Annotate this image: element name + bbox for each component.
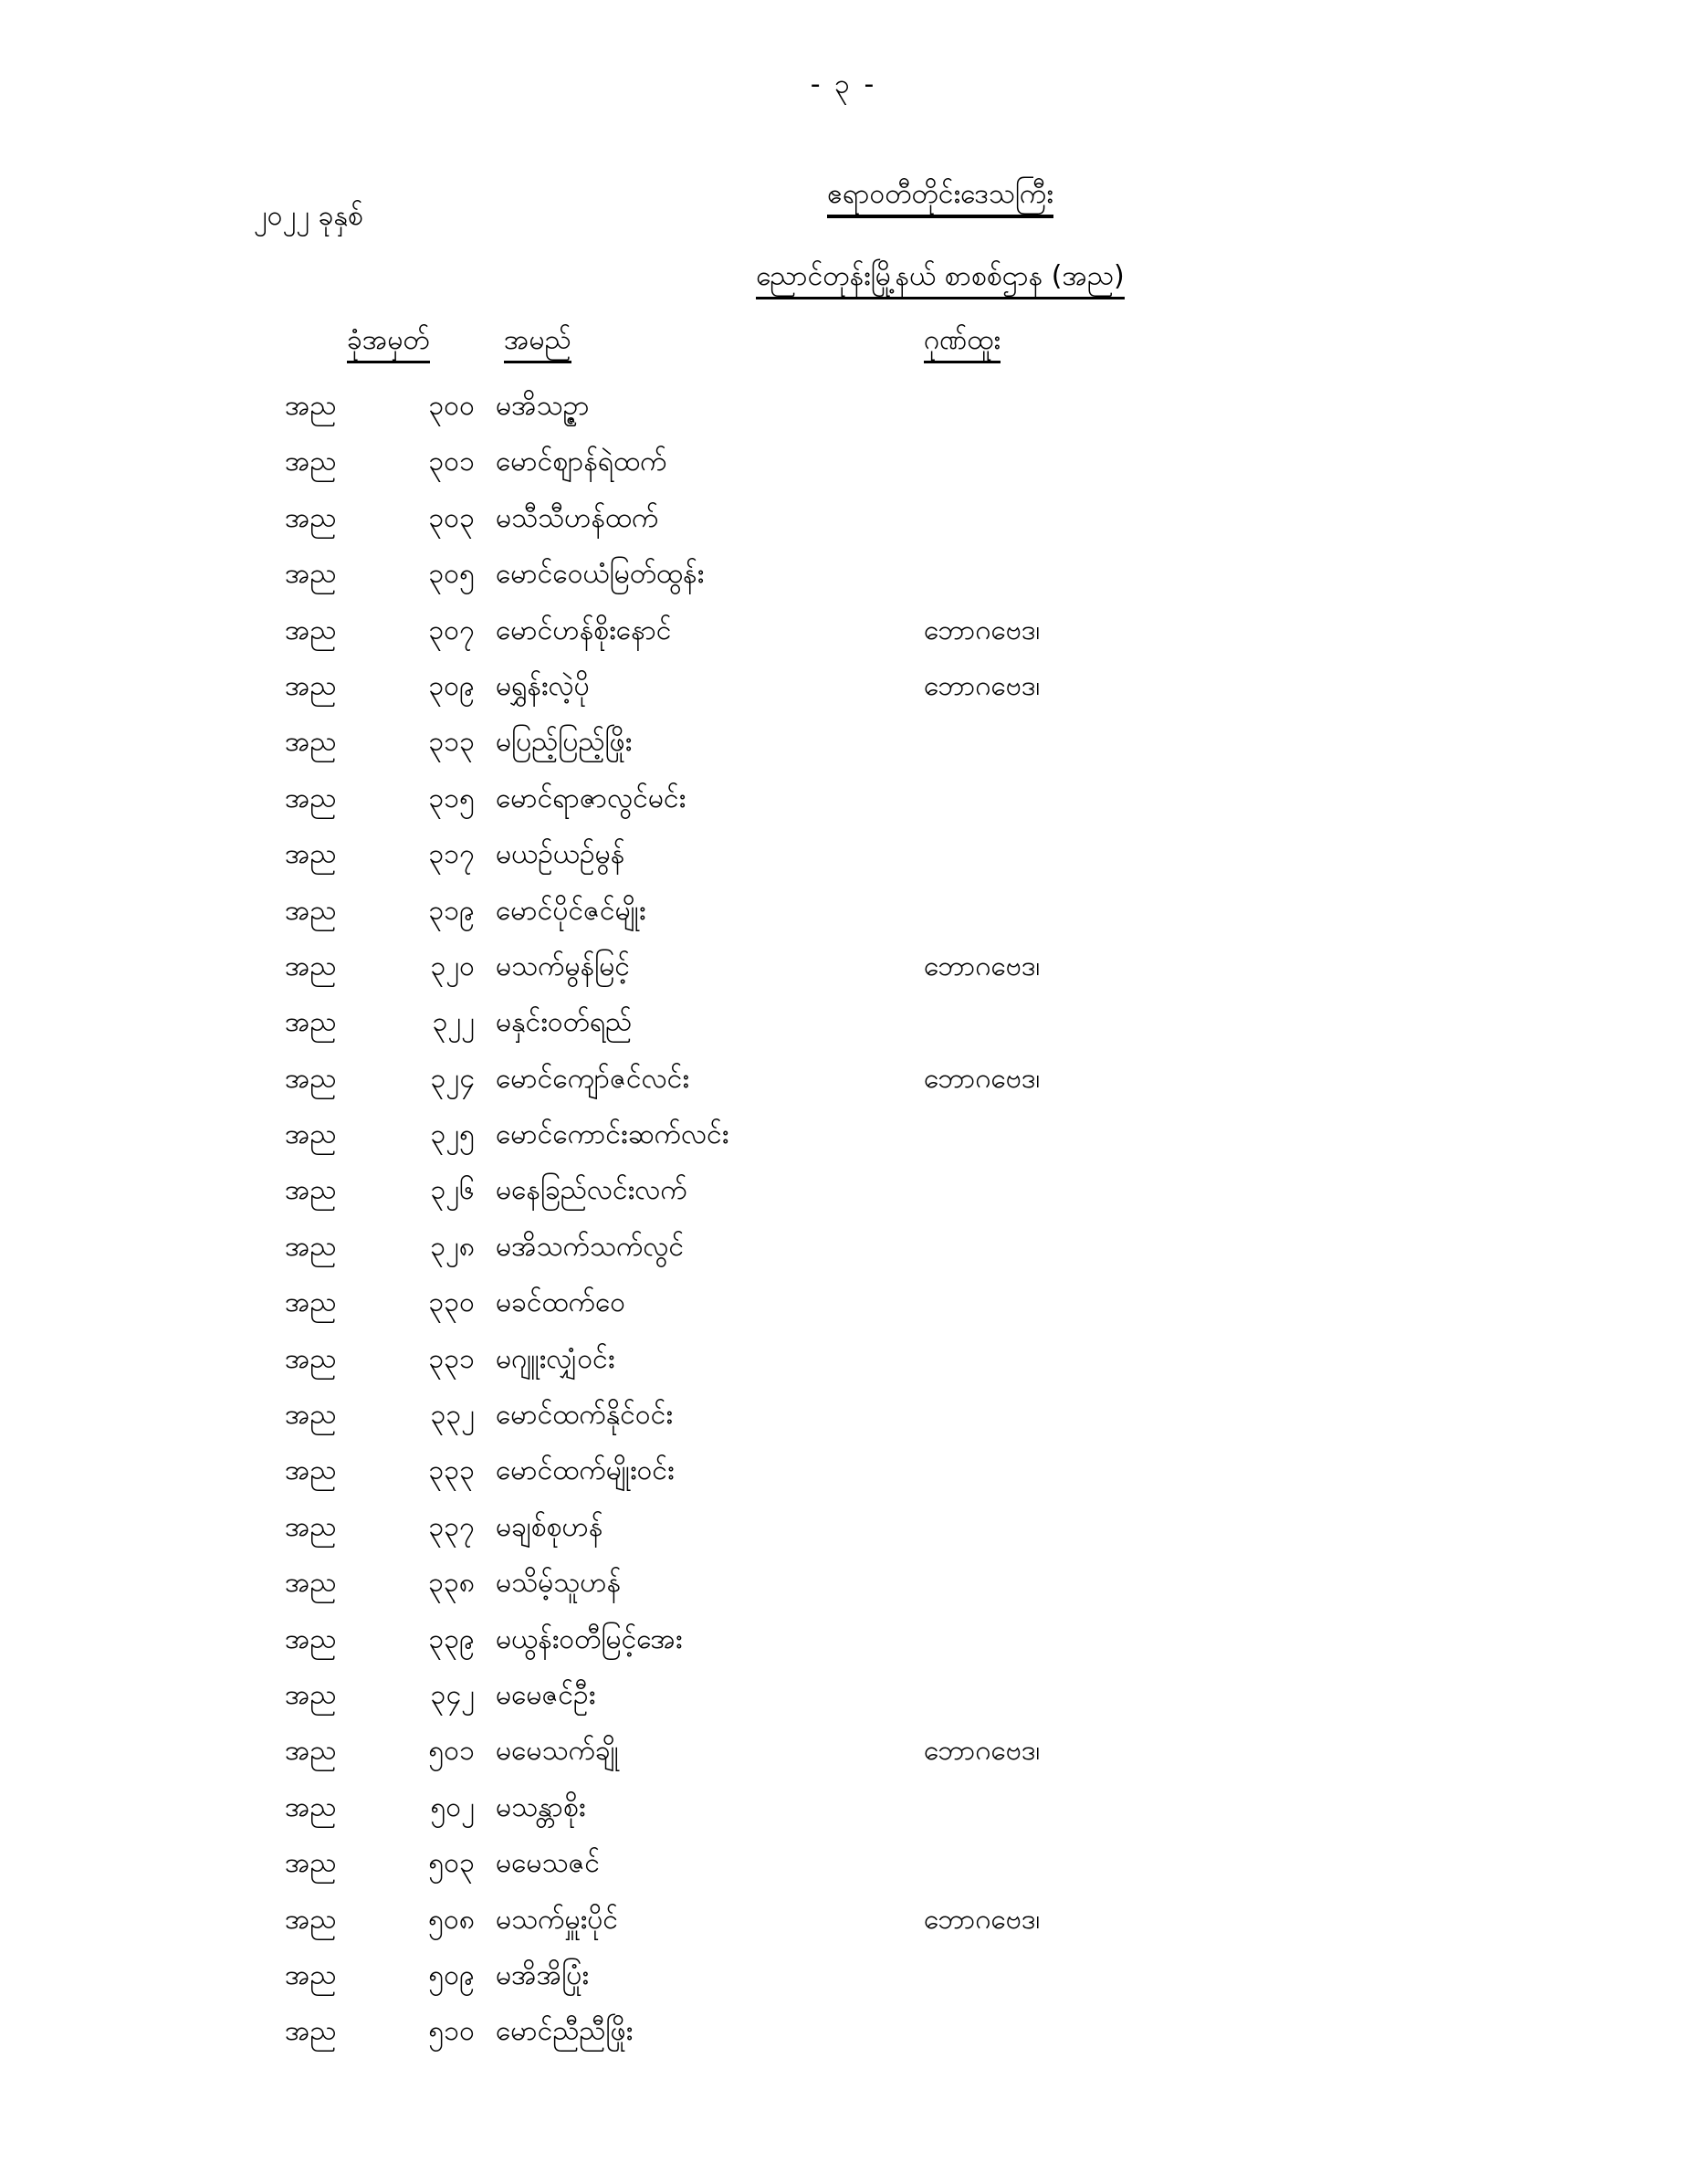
seat-prefix: အည — [285, 669, 337, 702]
candidate-name: မသီသီဟန်ထက် — [496, 501, 659, 534]
seat-prefix: အည — [285, 390, 337, 422]
table-row — [0, 1958, 1687, 2014]
page-number: - ၃ - — [810, 68, 877, 100]
seat-prefix: အည — [285, 1958, 337, 1991]
candidate-name: မောင်ထက်မျိုးဝင်း — [496, 1454, 675, 1487]
seat-prefix: အည — [285, 1454, 337, 1487]
candidate-name: မဂျူးလျှံဝင်း — [496, 1342, 615, 1375]
seat-number: ၃၀၀ — [428, 390, 475, 422]
table-row — [0, 1062, 1687, 1118]
table-row — [0, 950, 1687, 1005]
seat-number: ၃၃၉ — [428, 1622, 475, 1655]
seat-prefix: အည — [285, 1510, 337, 1543]
seat-number: ၅၀၁ — [428, 1735, 475, 1768]
candidate-name: မောင်ရာဇာလွင်မင်း — [496, 782, 686, 814]
distinction-subject: ဘောဂဗေဒ၊ — [924, 1903, 1041, 1936]
seat-prefix: အည — [285, 446, 337, 478]
seat-number: ၅၀၃ — [428, 1847, 475, 1880]
seat-prefix: အည — [285, 1286, 337, 1319]
year-label: ၂၀၂၂ ခုနှစ် — [254, 200, 363, 232]
candidate-name: မောင်ကျော်ဇင်လင်း — [496, 1062, 689, 1095]
seat-number: ၃၃၂ — [430, 1399, 475, 1432]
table-row — [0, 501, 1687, 557]
seat-number: ၃၀၃ — [428, 501, 475, 534]
exam-center-header — [666, 259, 1214, 299]
table-row — [0, 2014, 1687, 2070]
seat-prefix: အည — [285, 726, 337, 759]
seat-prefix: အည — [285, 1174, 337, 1207]
candidate-name: မမေသက်ချို — [496, 1735, 619, 1768]
candidate-name: မယွန်းဝတီမြင့်အေး — [496, 1622, 683, 1655]
table-column-headers — [0, 323, 1687, 380]
candidate-name: မောင်စျာန်ရဲထက် — [496, 446, 667, 478]
table-row — [0, 1398, 1687, 1454]
seat-number: ၃၃၈ — [428, 1567, 475, 1600]
distinction-subject: ဘောဂဗေဒ၊ — [924, 669, 1041, 702]
table-row — [0, 1286, 1687, 1341]
distinction-subject: ဘောဂဗေဒ၊ — [924, 1735, 1041, 1768]
candidate-name: မောင်ဟန်စိုးနောင် — [496, 614, 672, 646]
seat-number: ၃၃၀ — [428, 1286, 475, 1319]
seat-number: ၃၂၄ — [430, 1062, 475, 1095]
table-row — [0, 837, 1687, 893]
seat-prefix: အည — [285, 1062, 337, 1095]
table-row — [0, 445, 1687, 500]
seat-number: ၃၀၉ — [428, 669, 475, 702]
seat-number: ၅၁၀ — [428, 2015, 475, 2048]
seat-number: ၃၄၂ — [430, 1678, 475, 1711]
seat-prefix: အည — [285, 1567, 337, 1600]
candidate-name: မမေဇင်ဦး — [496, 1678, 596, 1711]
seat-prefix: အည — [285, 614, 337, 646]
candidate-name: မခင်ထက်ဝေ — [496, 1286, 626, 1319]
seat-number: ၃၀၁ — [428, 446, 475, 478]
table-row — [0, 557, 1687, 613]
seat-number: ၃၃၁ — [428, 1342, 475, 1375]
seat-number: ၃၁၅ — [428, 782, 475, 814]
region-title: ဧရာဝတီတိုင်းဒေသကြီး — [827, 177, 1053, 218]
seat-number: ၅၀၈ — [428, 1903, 475, 1936]
seat-prefix: အည — [285, 501, 337, 534]
seat-prefix: အည — [285, 1622, 337, 1655]
table-row — [0, 1118, 1687, 1173]
distinction-subject: ဘောဂဗေဒ၊ — [924, 950, 1041, 982]
table-row — [0, 1005, 1687, 1061]
table-row — [0, 1230, 1687, 1286]
candidate-name: မနှင်းဝတ်ရည် — [496, 1006, 633, 1039]
table-row — [0, 1678, 1687, 1734]
candidate-name: မသန္တာစိုး — [496, 1790, 586, 1823]
table-row — [0, 614, 1687, 669]
candidate-name: မမေသဇင် — [496, 1847, 601, 1880]
table-row — [0, 782, 1687, 837]
seat-number: ၃၂၀ — [430, 950, 475, 982]
seat-prefix: အည — [285, 950, 337, 982]
table-row — [0, 894, 1687, 950]
candidate-name: မောင်ထက်နိုင်ဝင်း — [496, 1399, 674, 1432]
seat-number: ၃၁၉ — [428, 894, 475, 927]
seat-number: ၃၁၃ — [428, 726, 475, 759]
region-header — [666, 177, 1214, 218]
seat-prefix: အည — [285, 782, 337, 814]
seat-prefix: အည — [285, 1006, 337, 1039]
candidate-name: မောင်ပိုင်ဇင်မျိုး — [496, 894, 646, 927]
seat-prefix: အည — [285, 1903, 337, 1936]
table-row — [0, 1846, 1687, 1902]
seat-number: ၃၀၅ — [428, 558, 475, 591]
seat-prefix: အည — [285, 1735, 337, 1768]
candidate-name: မသက်မွန်မြင့် — [496, 950, 630, 982]
seat-prefix: အည — [285, 838, 337, 871]
table-row — [0, 669, 1687, 725]
seat-number: ၅၀၂ — [430, 1790, 475, 1823]
exam-center-title: ညောင်တုန်းမြို့နယ် စာစစ်ဌာန (အည) — [756, 259, 1124, 299]
seat-number: ၃၂၂ — [432, 1006, 475, 1039]
seat-prefix: အည — [285, 558, 337, 591]
candidate-name: မအိသဉ္ဇာ — [496, 390, 590, 422]
candidate-name: မသိမ့်သူဟန် — [496, 1567, 622, 1600]
table-row — [0, 1790, 1687, 1846]
seat-prefix: အည — [285, 2015, 337, 2048]
seat-prefix: အည — [285, 1118, 337, 1151]
candidate-name: မယဉ်ယဉ်မွန် — [496, 838, 625, 871]
seat-number: ၃၃၇ — [428, 1510, 475, 1543]
candidate-name: မပြည့်ပြည့်ဖြိုး — [496, 726, 633, 759]
seat-number: ၃၂၆ — [430, 1174, 475, 1207]
seat-number: ၃၂၈ — [430, 1230, 475, 1263]
candidate-name: မအိသက်သက်လွင် — [496, 1230, 685, 1263]
table-row — [0, 1903, 1687, 1958]
seat-prefix: အည — [285, 1399, 337, 1432]
table-row — [0, 1622, 1687, 1678]
table-row — [0, 1454, 1687, 1509]
seat-prefix: အည — [285, 1790, 337, 1823]
candidate-name: မရွှန်းလဲ့ပို — [496, 669, 590, 702]
distinction-subject: ဘောဂဗေဒ၊ — [924, 614, 1041, 646]
candidate-name: မနေခြည်လင်းလက် — [496, 1174, 687, 1207]
column-header-seat-number: ခုံအမှတ် — [347, 323, 430, 363]
distinction-subject: ဘောဂဗေဒ၊ — [924, 1062, 1041, 1095]
candidate-name: မအိအိပြုံး — [496, 1958, 589, 1991]
candidate-name: မောင်ကောင်းဆက်လင်း — [496, 1118, 729, 1151]
seat-number: ၃၁၇ — [428, 838, 475, 871]
seat-prefix: အည — [285, 1678, 337, 1711]
results-list — [0, 389, 1687, 2071]
seat-number: ၃၃၃ — [428, 1454, 475, 1487]
seat-number: ၅၀၉ — [428, 1958, 475, 1991]
table-row — [0, 1566, 1687, 1622]
candidate-name: မသက်မှူးပိုင် — [496, 1903, 619, 1936]
candidate-name: မချစ်စုဟန် — [496, 1510, 603, 1543]
table-row — [0, 389, 1687, 445]
seat-prefix: အည — [285, 894, 337, 927]
seat-prefix: အည — [285, 1847, 337, 1880]
candidate-name: မောင်ဝေယံမြတ်ထွန်း — [496, 558, 705, 591]
table-row — [0, 1342, 1687, 1398]
table-row — [0, 1734, 1687, 1790]
seat-prefix: အည — [285, 1342, 337, 1375]
candidate-name: မောင်ညီညီဖြိုး — [496, 2015, 634, 2048]
table-row — [0, 725, 1687, 781]
column-header-name: အမည် — [504, 323, 571, 363]
table-row — [0, 1173, 1687, 1229]
column-header-distinction: ဂုဏ်ထူး — [924, 323, 1001, 363]
seat-prefix: အည — [285, 1230, 337, 1263]
seat-number: ၃၂၅ — [430, 1118, 475, 1151]
table-row — [0, 1510, 1687, 1566]
seat-number: ၃၀၇ — [428, 614, 475, 646]
